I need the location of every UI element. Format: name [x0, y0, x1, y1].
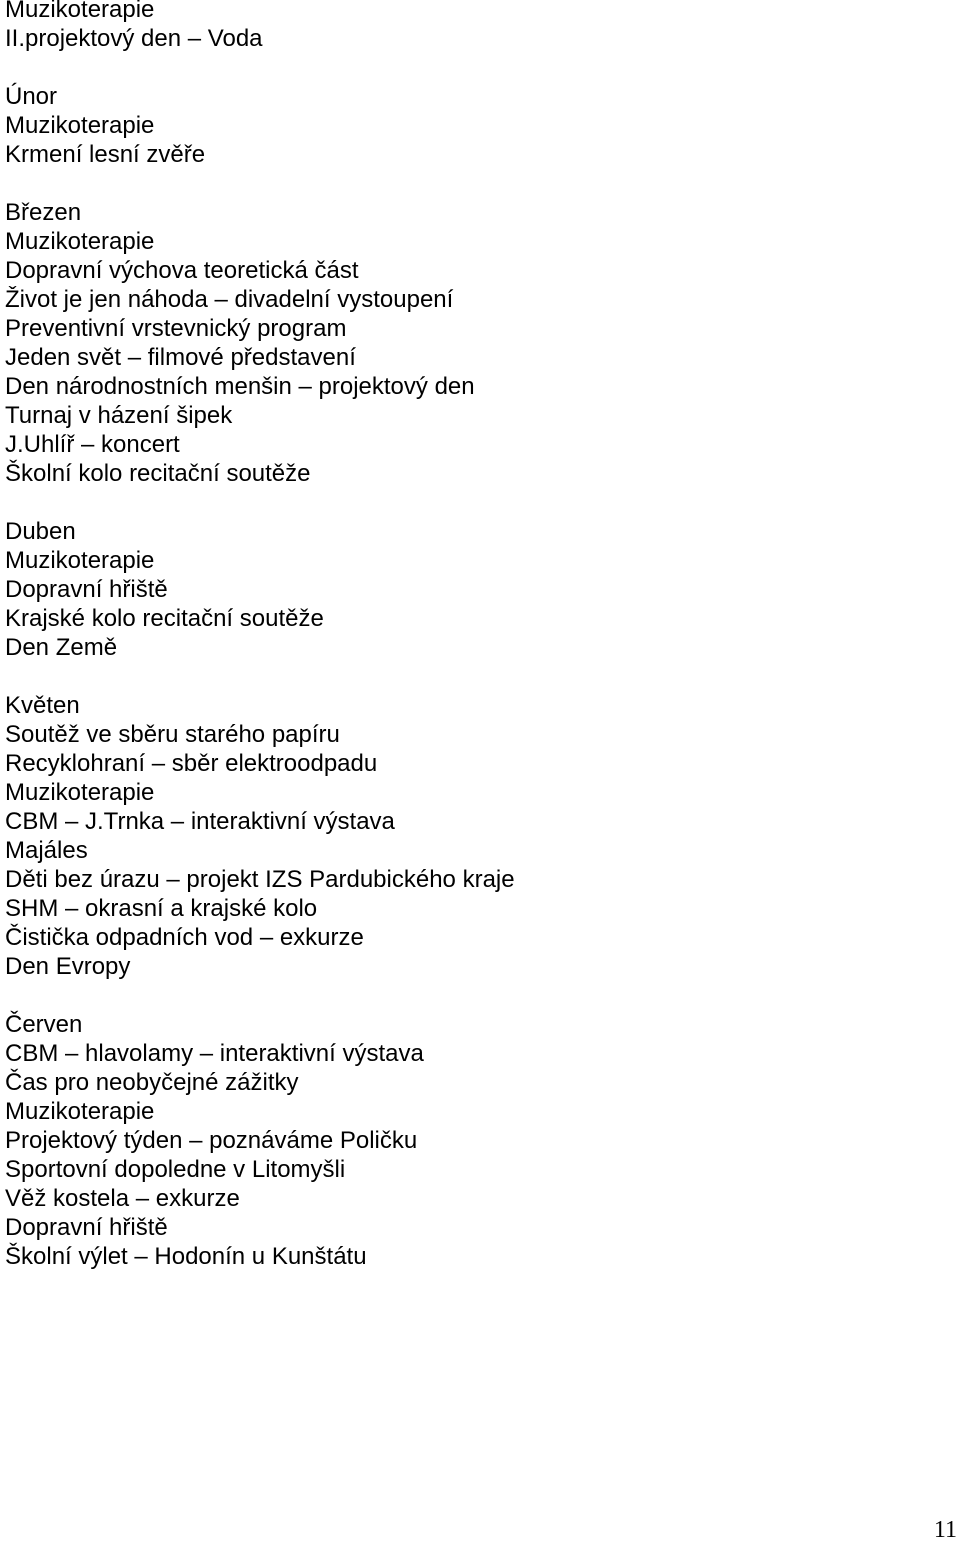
list-item: Čistička odpadních vod – exkurze	[5, 924, 364, 951]
list-item: Krajské kolo recitační soutěže	[5, 605, 324, 632]
document-body	[5, 0, 945, 1271]
list-item: Jeden svět – filmové představení	[5, 344, 356, 371]
list-item: Dopravní výchova teoretická část	[5, 257, 359, 284]
list-item: Muzikoterapie	[5, 1098, 155, 1125]
list-item: Věž kostela – exkurze	[5, 1185, 240, 1212]
list-item: Projektový týden – poznáváme Poličku	[5, 1127, 418, 1154]
month-heading-brezen: Březen	[5, 199, 82, 226]
list-item: Čas pro neobyčejné zážitky	[5, 1069, 299, 1096]
list-item: CBM – hlavolamy – interaktivní výstava	[5, 1040, 424, 1067]
list-item: Recyklohraní – sběr elektroodpadu	[5, 750, 378, 777]
month-heading-unor: Únor	[5, 83, 58, 110]
section-gap	[5, 981, 945, 1010]
list-item: Majáles	[5, 837, 88, 864]
list-item: Školní výlet – Hodonín u Kunštátu	[5, 1243, 367, 1270]
list-item: SHM – okrasní a krajské kolo	[5, 895, 318, 922]
list-item: Krmení lesní zvěře	[5, 141, 206, 168]
list-item: Život je jen náhoda – divadelní vystoupení	[5, 286, 454, 313]
list-item: Děti bez úrazu – projekt IZS Pardubického kraje	[5, 866, 515, 893]
list-item: Dopravní hřiště	[5, 1214, 168, 1241]
list-item: Školní kolo recitační soutěže	[5, 460, 311, 487]
list-item: Muzikoterapie	[5, 112, 155, 139]
section-gap	[5, 662, 945, 691]
page-number: 11	[933, 1517, 957, 1543]
list-item: Den Evropy	[5, 953, 131, 980]
list-item: Sportovní dopoledne v Litomyšli	[5, 1156, 346, 1183]
month-heading-kveten: Květen	[5, 692, 80, 719]
month-heading-duben: Duben	[5, 518, 76, 545]
list-item: II.projektový den – Voda	[5, 25, 263, 52]
section-gap	[5, 488, 945, 517]
list-item: Muzikoterapie	[5, 779, 155, 806]
section-gap	[5, 169, 945, 198]
list-item: Dopravní hřiště	[5, 576, 168, 603]
list-item: Turnaj v házení šipek	[5, 402, 233, 429]
section-gap	[5, 53, 945, 82]
list-item: CBM – J.Trnka – interaktivní výstava	[5, 808, 395, 835]
section-heading: Muzikoterapie	[5, 0, 155, 23]
list-item: Muzikoterapie	[5, 228, 155, 255]
list-item: Den Země	[5, 634, 118, 661]
month-heading-cerven: Červen	[5, 1011, 83, 1038]
list-item: Soutěž ve sběru starého papíru	[5, 721, 340, 748]
list-item: Preventivní vrstevnický program	[5, 315, 347, 342]
list-item: Den národnostních menšin – projektový den	[5, 373, 475, 400]
list-item: J.Uhlíř – koncert	[5, 431, 180, 458]
list-item: Muzikoterapie	[5, 547, 155, 574]
